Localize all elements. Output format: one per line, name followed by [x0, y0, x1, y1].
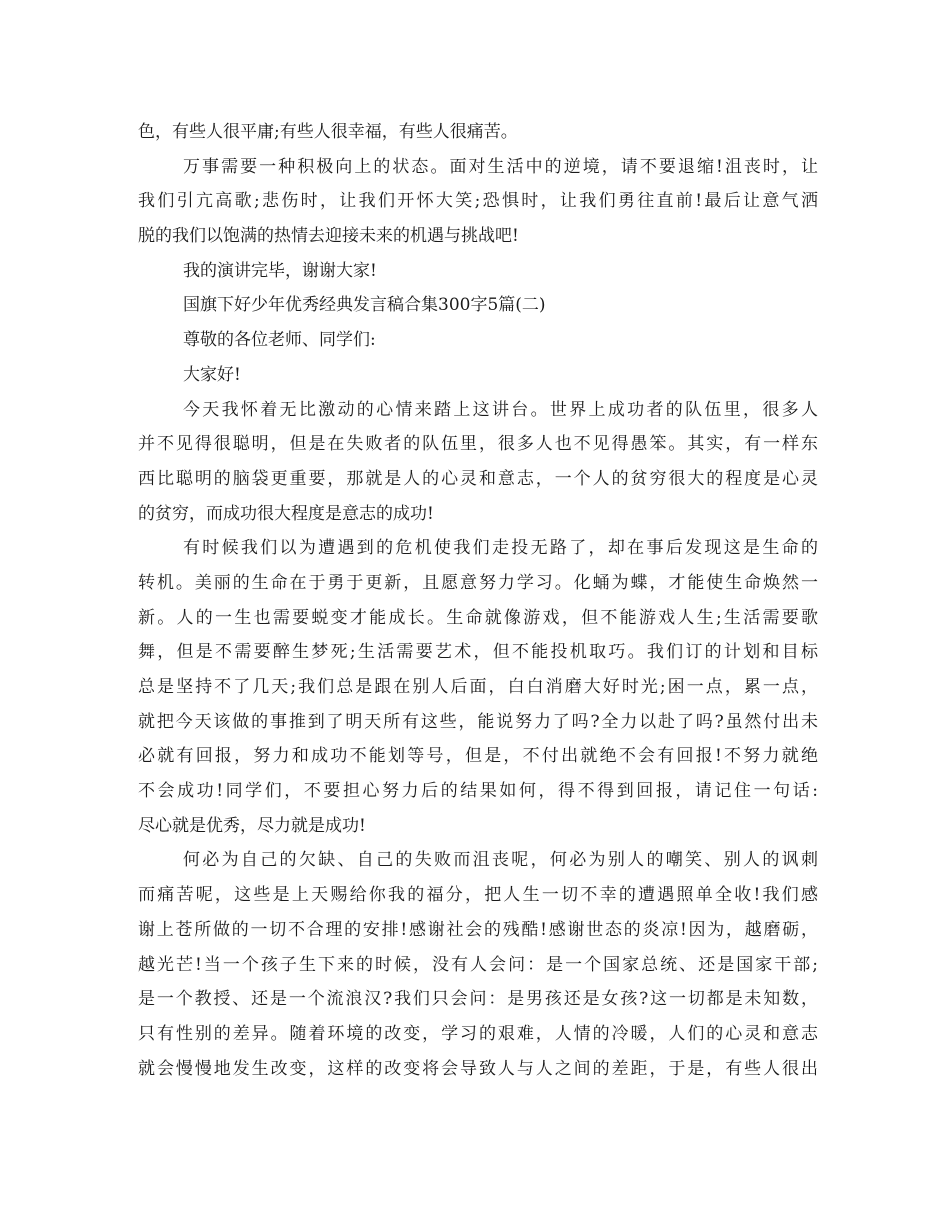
text-line: 就把今天该做的事推到了明天所有这些，能说努力了吗?全力以赴了吗?虽然付出未 [138, 711, 818, 732]
text-line: 国旗下好少年优秀经典发言稿合集300字5篇(二) [183, 295, 546, 316]
text-line: 新。人的一生也需要蜕变才能成长。生命就像游戏，但不能游戏人生;生活需要歌 [138, 607, 818, 628]
text-line: 就会慢慢地发生改变，这样的改变将会导致人与人之间的差距，于是，有些人很出 [138, 1058, 818, 1079]
text-line: 我的演讲完毕，谢谢大家! [183, 260, 377, 281]
document-body [138, 115, 818, 1086]
text-line: 大家好! [183, 364, 241, 385]
text-line: 万事需要一种积极向上的状态。面对生活中的逆境，请不要退缩!沮丧时，让 [183, 156, 818, 177]
text-line: 何必为自己的欠缺、自己的失败而沮丧呢，何必为别人的嘲笑、别人的讽刺 [183, 850, 818, 871]
text-line: 转机。美丽的生命在于勇于更新，且愿意努力学习。化蛹为蝶，才能使生命焕然一 [138, 572, 818, 593]
text-line: 的贫穷，而成功很大程度是意志的成功! [138, 503, 434, 524]
text-line: 我们引亢高歌;悲伤时，让我们开怀大笑;恐惧时，让我们勇往直前!最后让意气洒 [138, 191, 818, 212]
text-line: 越光芒!当一个孩子生下来的时候，没有人会问：是一个国家总统、还是国家干部; [138, 954, 818, 975]
text-line: 脱的我们以饱满的热情去迎接未来的机遇与挑战吧! [138, 226, 519, 247]
text-line: 不会成功!同学们，不要担心努力后的结果如何，得不得到回报，请记住一句话: [138, 781, 818, 802]
text-line: 只有性别的差异。随着环境的改变，学习的艰难，人情的冷暖，人们的心灵和意志 [138, 1023, 818, 1044]
text-line: 是一个教授、还是一个流浪汉?我们只会问：是男孩还是女孩?这一切都是未知数， [138, 989, 818, 1010]
text-line: 尽心就是优秀，尽力就是成功! [138, 815, 366, 836]
text-line: 而痛苦呢，这些是上天赐给你我的福分，把人生一切不幸的遭遇照单全收!我们感 [138, 885, 818, 906]
text-line: 今天我怀着无比激动的心情来踏上这讲台。世界上成功者的队伍里，很多人 [183, 399, 818, 420]
text-line: 并不见得很聪明，但是在失败者的队伍里，很多人也不见得愚笨。其实，有一样东 [138, 434, 818, 455]
text-line: 总是坚持不了几天;我们总是跟在别人后面，白白消磨大好时光;困一点，累一点， [138, 677, 818, 697]
text-line: 尊敬的各位老师、同学们: [183, 330, 376, 351]
text-line: 必就有回报，努力和成功不能划等号，但是，不付出就绝不会有回报!不努力就绝 [138, 746, 818, 767]
text-line: 谢上苍所做的一切不合理的安排!感谢社会的残酷!感谢世态的炎凉!因为，越磨砺， [138, 919, 818, 940]
text-line: 色，有些人很平庸;有些人很幸福，有些人很痛苦。 [138, 122, 518, 142]
text-line: 舞，但是不需要醉生梦死;生活需要艺术，但不能投机取巧。我们订的计划和目标 [138, 642, 818, 663]
text-line: 西比聪明的脑袋更重要，那就是人的心灵和意志，一个人的贫穷很大的程度是心灵 [138, 468, 818, 489]
text-line: 有时候我们以为遭遇到的危机使我们走投无路了，却在事后发现这是生命的 [183, 538, 818, 559]
